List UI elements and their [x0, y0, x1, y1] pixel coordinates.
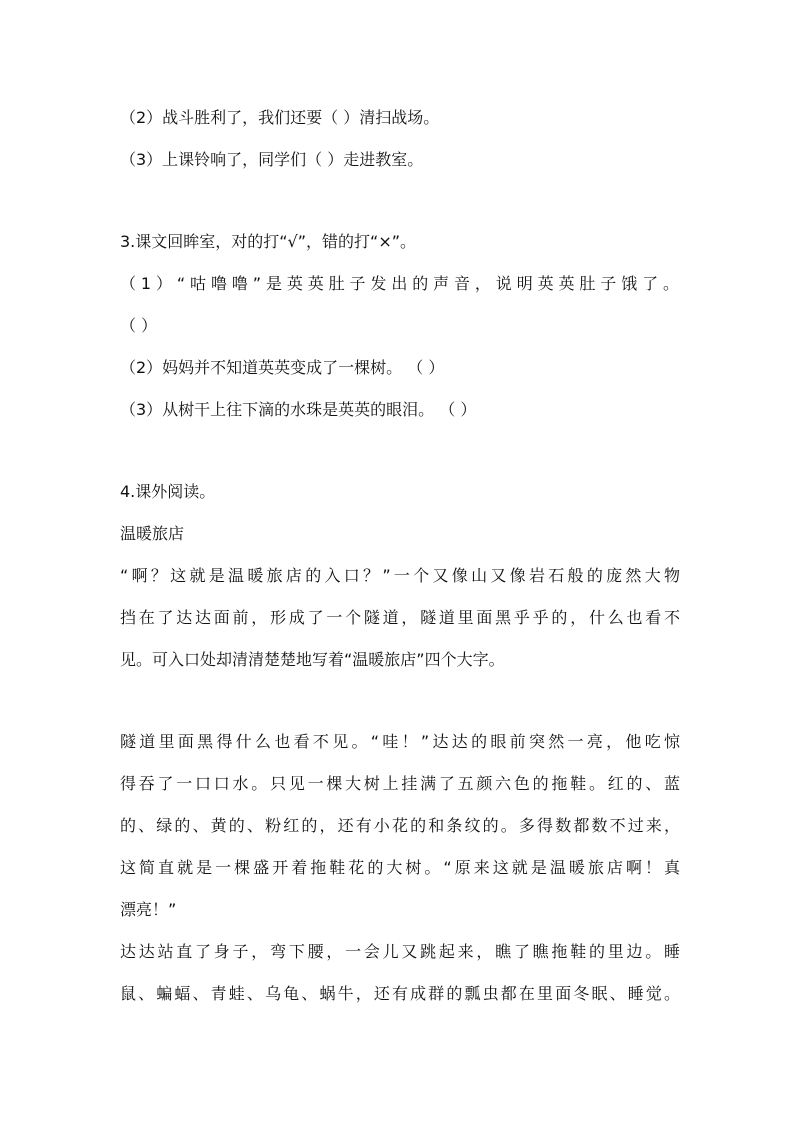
paragraph-2-line: 得吞了一口口水。只见一棵大树上挂满了五颜六色的拖鞋。红的、蓝 — [120, 774, 680, 793]
paragraph-3-line: 鼠、蝙蝠、青蛙、乌龟、蜗牛，还有成群的瓢虫都在里面冬眠、睡觉。 — [120, 984, 680, 1003]
section-2-item-3: （3）上课铃响了，同学们（ ）走进教室。 — [120, 150, 424, 169]
section-3-item-3: （3）从树干上往下滴的水珠是英英的眼泪。 （ ） — [120, 400, 477, 419]
paragraph-2-line: 隧道里面黑得什么也看不见。“哇！”达达的眼前突然一亮，他吃惊 — [120, 732, 680, 751]
paragraph-2-line: 的、绿的、黄的、粉红的，还有小花的和条纹的。多得数都数不过来， — [120, 816, 680, 835]
paragraph-3-line: 达达站直了身子，弯下腰，一会儿又跳起来，瞧了瞧拖鞋的里边。睡 — [120, 942, 680, 961]
paragraph-1-line: 见。可入口处却清清楚楚地写着“温暖旅店”四个大字。 — [120, 650, 505, 669]
section-3-item-2: （2）妈妈并不知道英英变成了一棵树。 （ ） — [120, 358, 445, 377]
paragraph-2-line: 这简直就是一棵盛开着拖鞋花的大树。“原来这就是温暖旅店啊！真 — [120, 858, 680, 877]
paragraph-2-line: 漂亮！” — [120, 900, 177, 919]
paragraph-1-line: 挡在了达达面前，形成了一个隧道，隧道里面黑乎乎的，什么也看不 — [120, 608, 680, 627]
section-2-item-2: （2）战斗胜利了，我们还要（ ）清扫战场。 — [120, 108, 440, 127]
section-3-heading: 3.课文回眸室，对的打“√”，错的打“×”。 — [120, 232, 417, 251]
paragraph-1-line: “啊？这就是温暖旅店的入口？”一个又像山又像岩石般的庞然大物 — [120, 566, 680, 585]
story-title: 温暖旅店 — [120, 524, 185, 543]
section-4-heading: 4.课外阅读。 — [120, 482, 216, 501]
section-3-item-1: （1）“咕噜噜”是英英肚子发出的声音，说明英英肚子饿了。 — [120, 274, 680, 293]
section-3-item-1-blank: （ ） — [120, 316, 158, 335]
